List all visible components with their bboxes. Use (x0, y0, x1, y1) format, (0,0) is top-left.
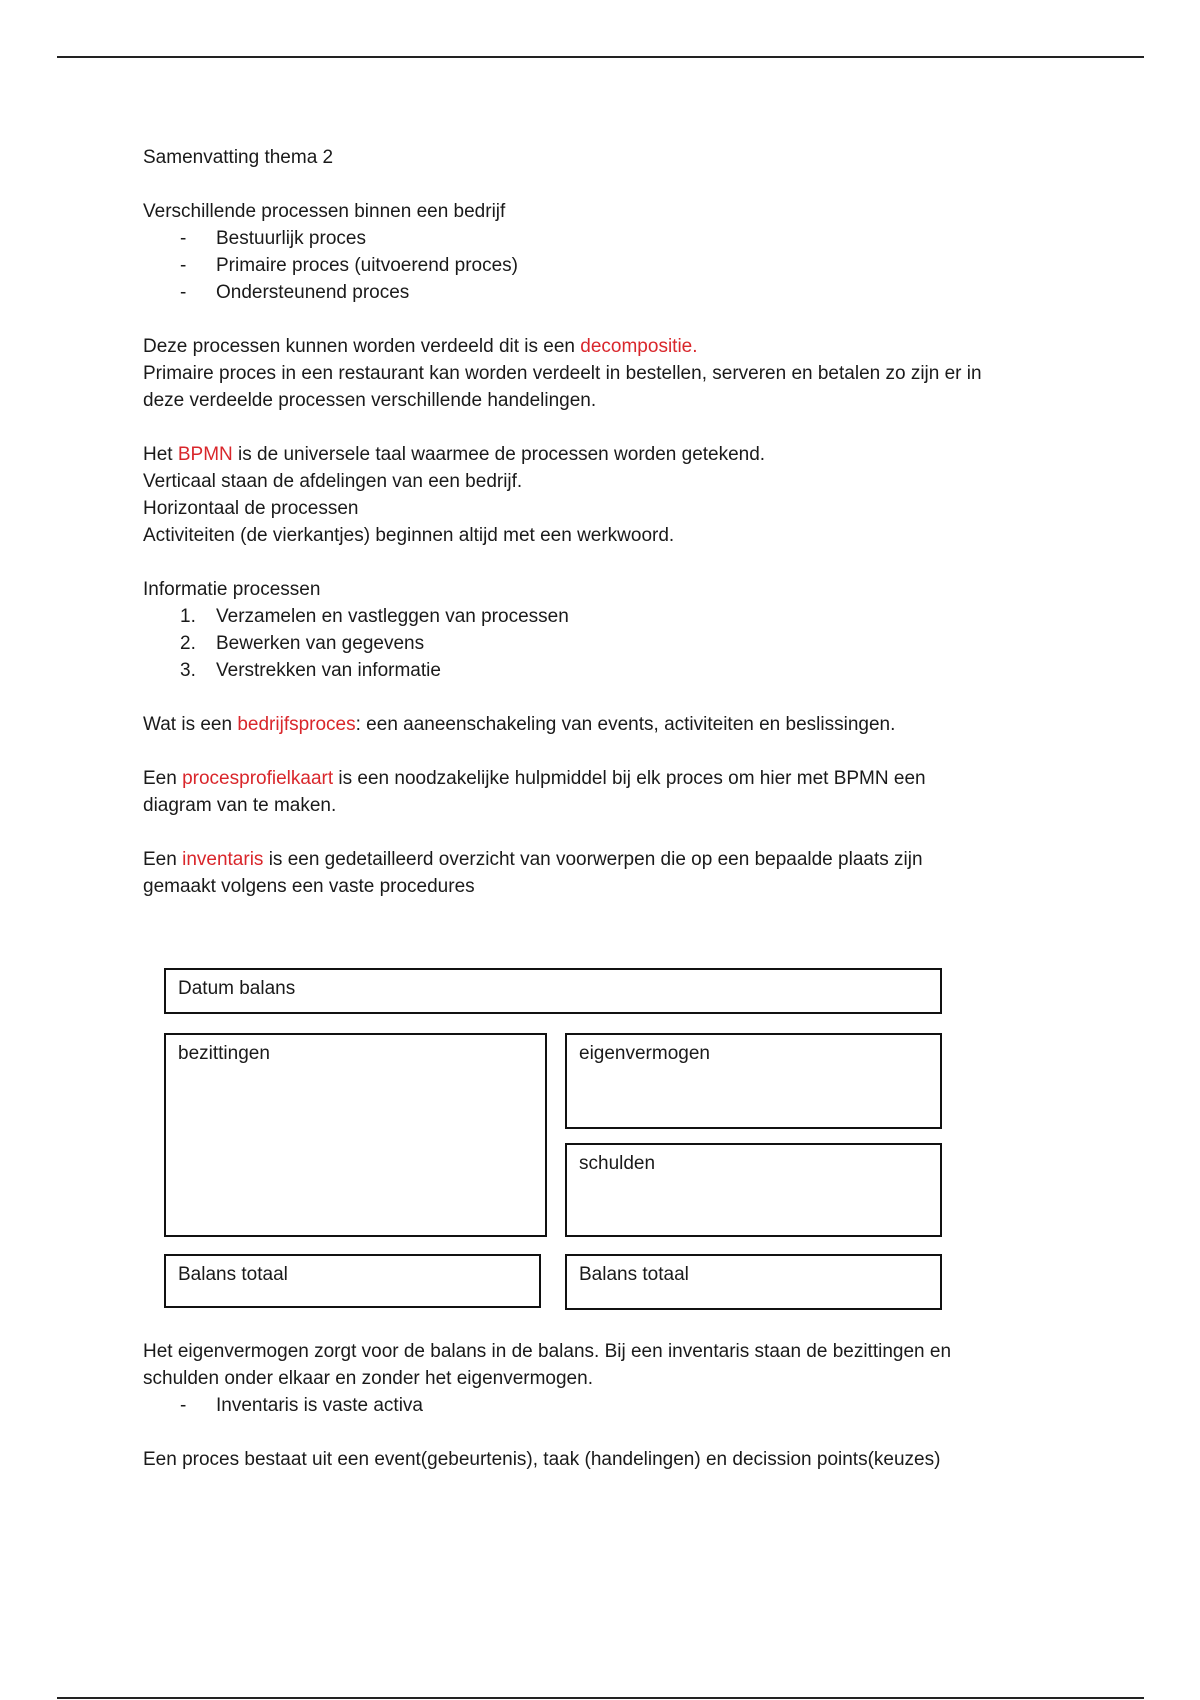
after-list (143, 1392, 1063, 1419)
header-rule (57, 56, 1144, 58)
processes-list (143, 225, 1063, 306)
document-body (143, 144, 1063, 900)
term-bedrijfsproces: bedrijfsproces (237, 714, 356, 735)
list-item: - Primaire proces (uitvoerend proces) (143, 252, 1063, 279)
balance-total-left: Balans totaal (164, 1254, 541, 1308)
decomp-line3: deze verdeelde processen verschillende handelingen. (143, 390, 597, 411)
list-item: - Bestuurlijk proces (143, 225, 1063, 252)
ppk-paragraph: Een procesprofielkaart is een noodzakelijke hulpmiddel bij elk proces om hier met BPMN een (143, 768, 926, 789)
list-item: 1. Verzamelen en vastleggen van processen (180, 606, 569, 627)
processes-heading: Verschillende processen binnen een bedrijf (143, 201, 506, 222)
info-heading: Informatie processen (143, 579, 321, 600)
after-line2: schulden onder elkaar en zonder het eigenvermogen. (143, 1368, 593, 1389)
list-item: 3. Verstrekken van informatie (180, 660, 441, 681)
list-item: 2. Bewerken van gegevens (180, 633, 425, 654)
term-decompositie: decompositie. (580, 336, 698, 357)
footer-rule (57, 1697, 1144, 1699)
document-body-continued (143, 1338, 1063, 1473)
balance-date-box: Datum balans (164, 968, 942, 1014)
term-procesprofielkaart: procesprofielkaart (182, 768, 334, 789)
term-inventaris: inventaris (182, 849, 264, 870)
balance-total-right: Balans totaal (565, 1254, 942, 1310)
bpmn-line2: Verticaal staan de afdelingen van een bedrijf. (143, 471, 523, 492)
bpmn-line4: Activiteiten (de vierkantjes) beginnen altijd met een werkwoord. (143, 525, 675, 546)
document-title: Samenvatting thema 2 (143, 147, 334, 168)
after-line1: Het eigenvermogen zorgt voor de balans in de balans. Bij een inventaris staan de bezittingen en (143, 1341, 952, 1362)
bedrijfsproces-paragraph: Wat is een bedrijfsproces: een aaneenschakeling van events, activiteiten en beslissingen. (143, 714, 896, 735)
bpmn-paragraph: Het BPMN is de universele taal waarmee de processen worden getekend. (143, 444, 766, 465)
info-list (143, 603, 1063, 684)
list-item: - Inventaris is vaste activa (143, 1392, 1063, 1419)
list-item: - Ondersteunend proces (143, 279, 1063, 306)
inventaris-paragraph: Een inventaris is een gedetailleerd overzicht van voorwerpen die op een bepaalde plaats zijn (143, 849, 923, 870)
balance-debts-box: schulden (565, 1143, 942, 1237)
term-bpmn: BPMN (177, 444, 233, 465)
decomp-paragraph: Deze processen kunnen worden verdeeld dit is een decompositie. (143, 336, 698, 357)
decomp-line2: Primaire proces in een restaurant kan worden verdeelt in bestellen, serveren en betalen zo zijn er in (143, 363, 982, 384)
balance-assets-box: bezittingen (164, 1033, 547, 1237)
inventaris-line2: gemaakt volgens een vaste procedures (143, 876, 475, 897)
bpmn-line3: Horizontaal de processen (143, 498, 359, 519)
ppk-line2: diagram van te maken. (143, 795, 337, 816)
final-paragraph: Een proces bestaat uit een event(gebeurtenis), taak (handelingen) en decission points(keuzes) (143, 1449, 941, 1470)
balance-equity-box: eigenvermogen (565, 1033, 942, 1129)
